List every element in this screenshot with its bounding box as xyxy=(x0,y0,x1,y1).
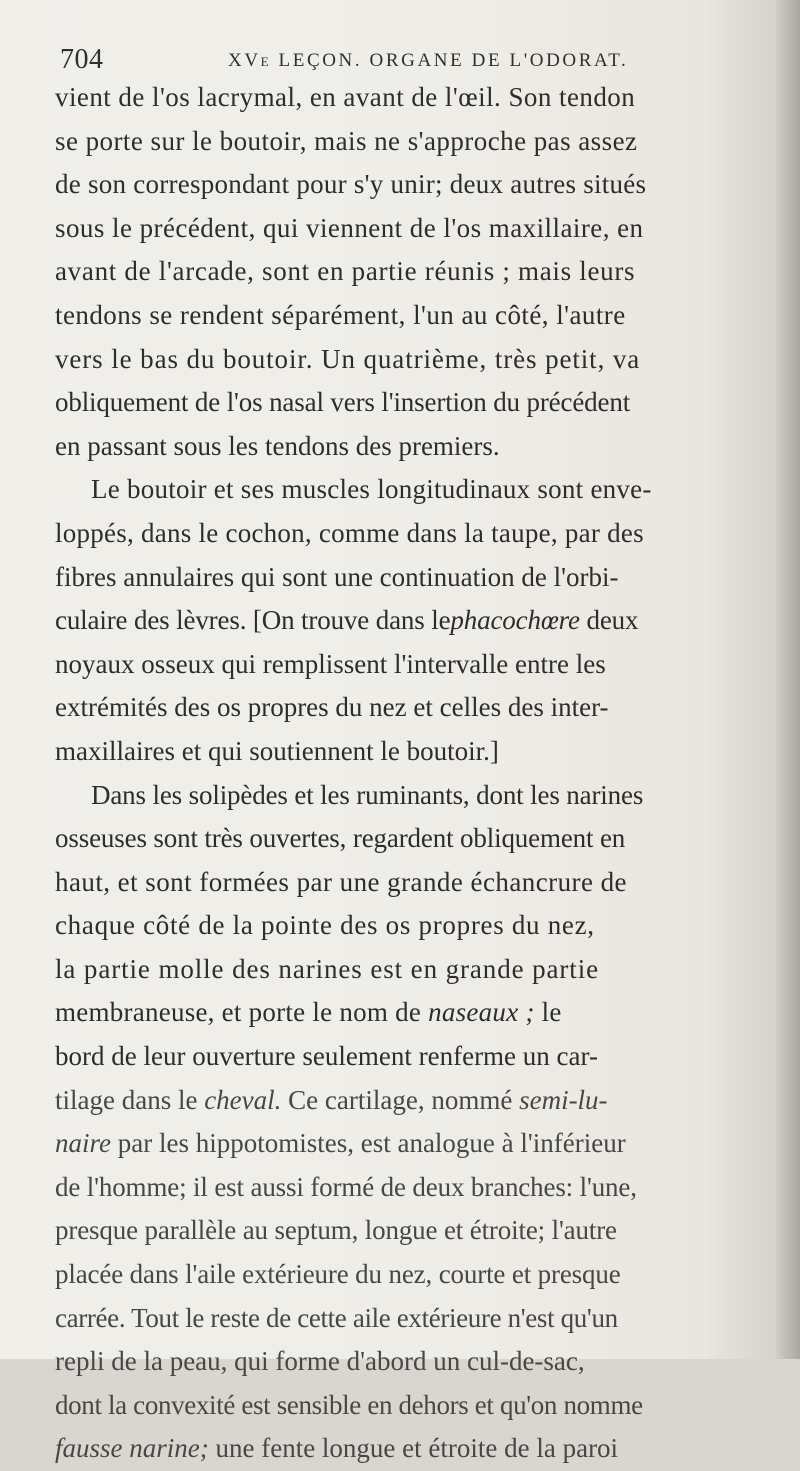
page-edge-shadow xyxy=(776,0,800,1359)
italic-cheval: cheval. xyxy=(204,1084,282,1115)
text-line-11: loppés, dans le cochon, comme dans la taupe, par des xyxy=(55,517,644,548)
text-line-23: bord de leur ouverture seulement renferme un car- xyxy=(55,1041,598,1072)
text-line-6: tendons se rendent séparément, l'un au côté, l'autre xyxy=(55,299,626,330)
text-line-28: placée dans l'aile extérieure du nez, courte et presque xyxy=(55,1259,621,1290)
text-fragment: membraneuse, et porte le nom de xyxy=(55,997,422,1028)
text-line-13 xyxy=(55,599,775,643)
text-line-32 xyxy=(55,1427,775,1471)
text-fragment: Ce cartilage, nommé xyxy=(281,1084,513,1115)
text-line-8: obliquement de l'os nasal vers l'insertion du précédent xyxy=(55,387,631,418)
italic-phacochoere: phacochœre xyxy=(450,605,580,636)
text-line-16: maxillaires et qui soutiennent le boutoir.] xyxy=(55,735,499,766)
text-fragment: tilage dans le xyxy=(55,1084,198,1115)
text-fragment: une fente longue et étroite de la paroi xyxy=(208,1433,619,1464)
italic-semi-lunaire-part-1: semi-lu- xyxy=(519,1084,608,1115)
text-line-24 xyxy=(55,1079,775,1123)
text-line-10: Le boutoir et ses muscles longitudinaux sont enve- xyxy=(91,474,652,505)
text-line-25 xyxy=(55,1122,775,1166)
text-line-20: chaque côté de la pointe des os propres du nez, xyxy=(55,910,595,941)
text-fragment: culaire des lèvres. [On trouve dans le xyxy=(55,605,451,636)
text-line-21: la partie molle des narines est en grande partie xyxy=(55,953,599,984)
text-line-9: en passant sous les tendons des premiers. xyxy=(55,430,500,461)
italic-naseaux: naseaux ; xyxy=(428,997,535,1028)
text-line-3: de son correspondant pour s'y unir; deux autres situés xyxy=(55,169,647,200)
text-line-15: extrémités des os propres du nez et celles des inter- xyxy=(55,692,609,723)
text-line-4: sous le précédent, qui viennent de l'os maxillaire, en xyxy=(55,212,644,243)
text-line-22 xyxy=(55,991,775,1035)
text-line-26: de l'homme; il est aussi formé de deux branches: l'une, xyxy=(55,1171,637,1202)
text-line-30: repli de la peau, qui forme d'abord un cul-de-sac, xyxy=(55,1346,585,1377)
text-line-27: presque parallèle au septum, longue et étroite; l'autre xyxy=(55,1215,617,1246)
text-line-5: avant de l'arcade, sont en partie réunis ; mais leurs xyxy=(55,256,636,287)
text-line-2: se porte sur le boutoir, mais ne s'approche pas assez xyxy=(55,125,638,156)
text-line-14: noyaux osseux qui remplissent l'intervalle entre les xyxy=(55,648,606,679)
body-text xyxy=(55,76,775,1471)
text-fragment: deux xyxy=(579,605,639,636)
text-line-12: fibres annulaires qui sont une continuation de l'orbi- xyxy=(55,561,619,592)
italic-fausse-narine: fausse narine; xyxy=(55,1433,209,1464)
text-line-29: carrée. Tout le reste de cette aile extérieure n'est qu'un xyxy=(55,1302,618,1333)
text-line-7: vers le bas du boutoir. Un quatrième, très petit, va xyxy=(55,343,641,374)
text-line-19: haut, et sont formées par une grande échancrure de xyxy=(55,866,627,897)
running-head: XVe LEÇON. ORGANE DE L'ODORAT. xyxy=(228,50,629,71)
text-line-17: Dans les solipèdes et les ruminants, dont les narines xyxy=(91,779,644,810)
text-fragment: le xyxy=(534,997,562,1028)
text-line-31: dont la convexité est sensible en dehors et qu'on nomme xyxy=(55,1389,643,1420)
italic-semi-lunaire-part-2: naire xyxy=(55,1128,111,1159)
text-line-1: vient de l'os lacrymal, en avant de l'œil. Son tendon xyxy=(55,82,636,112)
text-fragment: par les hippotomistes, est analogue à l'inférieur xyxy=(111,1128,626,1159)
text-line-18: osseuses sont très ouvertes, regardent obliquement en xyxy=(55,823,626,854)
page-number: 704 xyxy=(60,44,104,75)
